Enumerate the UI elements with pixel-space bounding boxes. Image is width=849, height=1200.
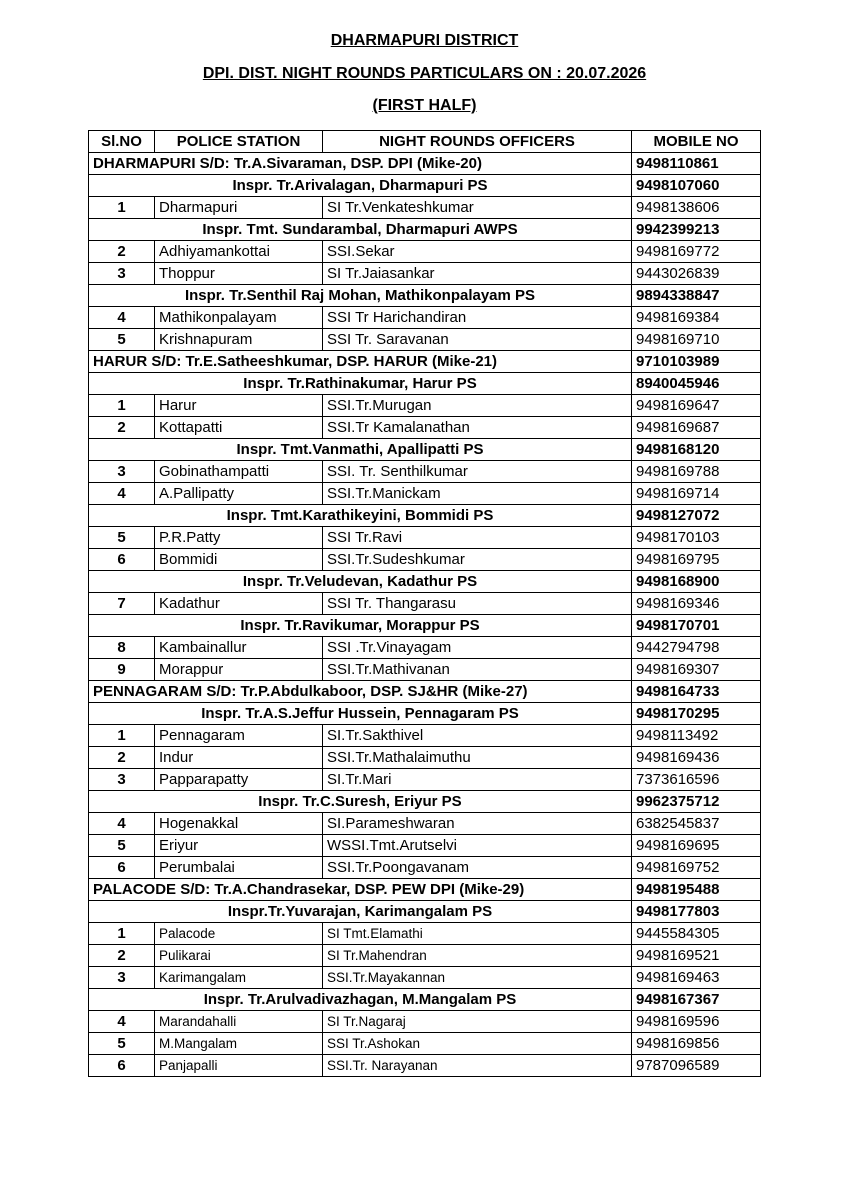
serial-number: 3 — [89, 263, 155, 285]
serial-number: 1 — [89, 197, 155, 219]
serial-number: 4 — [89, 813, 155, 835]
inspector-row — [89, 791, 761, 813]
serial-number: 1 — [89, 725, 155, 747]
inspector-row — [89, 439, 761, 461]
police-station: Krishnapuram — [155, 329, 323, 351]
police-station: M.Mangalam — [155, 1033, 323, 1055]
police-station: Dharmapuri — [155, 197, 323, 219]
mobile-number: 9498169596 — [632, 1011, 761, 1033]
table-row — [89, 923, 761, 945]
police-station: Palacode — [155, 923, 323, 945]
mobile-number: 9498169307 — [632, 659, 761, 681]
inspector-mobile: 9498168900 — [632, 571, 761, 593]
subdivision-label: PALACODE S/D: Tr.A.Chandrasekar, DSP. PEW DPI (Mike-29) — [89, 879, 632, 901]
mobile-number: 9498113492 — [632, 725, 761, 747]
police-station: P.R.Patty — [155, 527, 323, 549]
mobile-number: 9498169752 — [632, 857, 761, 879]
inspector-mobile: 9962375712 — [632, 791, 761, 813]
night-rounds-table — [88, 130, 761, 1077]
serial-number: 2 — [89, 241, 155, 263]
mobile-number: 9498169521 — [632, 945, 761, 967]
inspector-mobile: 9498127072 — [632, 505, 761, 527]
police-station: Marandahalli — [155, 1011, 323, 1033]
inspector-label: Inspr. Tmt. Sundarambal, Dharmapuri AWPS — [89, 219, 632, 241]
police-station: Indur — [155, 747, 323, 769]
inspector-mobile: 9498170701 — [632, 615, 761, 637]
mobile-number: 9443026839 — [632, 263, 761, 285]
subdivision-row — [89, 153, 761, 175]
serial-number: 5 — [89, 1033, 155, 1055]
serial-number: 9 — [89, 659, 155, 681]
table-row — [89, 813, 761, 835]
inspector-mobile: 9498170295 — [632, 703, 761, 725]
district-title: DHARMAPURI DISTRICT — [330, 32, 519, 49]
subdivision-mobile: 9498164733 — [632, 681, 761, 703]
serial-number: 8 — [89, 637, 155, 659]
police-station: Hogenakkal — [155, 813, 323, 835]
table-row — [89, 945, 761, 967]
mobile-number: 9498169463 — [632, 967, 761, 989]
officer-name: SSI.Tr.Mathalaimuthu — [323, 747, 632, 769]
serial-number: 6 — [89, 857, 155, 879]
officer-name: SSI .Tr.Vinayagam — [323, 637, 632, 659]
table-row — [89, 593, 761, 615]
police-station: Kadathur — [155, 593, 323, 615]
mobile-number: 9498138606 — [632, 197, 761, 219]
table-body — [89, 153, 761, 1077]
inspector-row — [89, 175, 761, 197]
inspector-mobile: 9942399213 — [632, 219, 761, 241]
mobile-number: 9498169772 — [632, 241, 761, 263]
police-station: Eriyur — [155, 835, 323, 857]
serial-number: 1 — [89, 395, 155, 417]
police-station: Thoppur — [155, 263, 323, 285]
inspector-label: Inspr. Tmt.Vanmathi, Apallipatti PS — [89, 439, 632, 461]
mobile-number: 6382545837 — [632, 813, 761, 835]
table-row — [89, 549, 761, 571]
mobile-number: 9498169795 — [632, 549, 761, 571]
serial-number: 2 — [89, 945, 155, 967]
table-row — [89, 417, 761, 439]
inspector-mobile: 9498167367 — [632, 989, 761, 1011]
officer-name: SSI.Tr. Narayanan — [323, 1055, 632, 1077]
subdivision-label: HARUR S/D: Tr.E.Satheeshkumar, DSP. HARUR (Mike-21) — [89, 351, 632, 373]
officer-name: SSI Tr.Ravi — [323, 527, 632, 549]
inspector-mobile: 9498177803 — [632, 901, 761, 923]
inspector-label: Inspr. Tr.Arivalagan, Dharmapuri PS — [89, 175, 632, 197]
serial-number: 2 — [89, 417, 155, 439]
mobile-number: 9498169788 — [632, 461, 761, 483]
inspector-row — [89, 219, 761, 241]
inspector-row — [89, 703, 761, 725]
serial-number: 4 — [89, 1011, 155, 1033]
officer-name: SI.Parameshwaran — [323, 813, 632, 835]
officer-name: SSI.Tr.Sudeshkumar — [323, 549, 632, 571]
inspector-label: Inspr.Tr.Yuvarajan, Karimangalam PS — [89, 901, 632, 923]
officer-name: SI Tmt.Elamathi — [323, 923, 632, 945]
officer-name: SI Tr.Mahendran — [323, 945, 632, 967]
officer-name: SSI.Tr.Mathivanan — [323, 659, 632, 681]
serial-number: 5 — [89, 329, 155, 351]
officer-name: SSI.Sekar — [323, 241, 632, 263]
officer-name: SSI.Tr.Poongavanam — [323, 857, 632, 879]
table-row — [89, 1011, 761, 1033]
inspector-mobile: 9498107060 — [632, 175, 761, 197]
mobile-number: 7373616596 — [632, 769, 761, 791]
police-station: Kambainallur — [155, 637, 323, 659]
inspector-label: Inspr. Tr.C.Suresh, Eriyur PS — [89, 791, 632, 813]
report-subtitle: (FIRST HALF) — [372, 97, 477, 114]
table-row — [89, 659, 761, 681]
serial-number: 1 — [89, 923, 155, 945]
table-row — [89, 527, 761, 549]
inspector-row — [89, 571, 761, 593]
subdivision-mobile: 9498195488 — [632, 879, 761, 901]
inspector-row — [89, 989, 761, 1011]
mobile-number: 9498169710 — [632, 329, 761, 351]
serial-number: 6 — [89, 549, 155, 571]
table-row — [89, 1033, 761, 1055]
table-row — [89, 197, 761, 219]
officer-name: SSI.Tr.Murugan — [323, 395, 632, 417]
inspector-label: Inspr. Tmt.Karathikeyini, Bommidi PS — [89, 505, 632, 527]
column-header-police-station: POLICE STATION — [155, 131, 323, 153]
police-station: Mathikonpalayam — [155, 307, 323, 329]
officer-name: SSI.Tr Kamalanathan — [323, 417, 632, 439]
table-row — [89, 263, 761, 285]
inspector-label: Inspr. Tr.Senthil Raj Mohan, Mathikonpalayam PS — [89, 285, 632, 307]
officer-name: SI Tr.Venkateshkumar — [323, 197, 632, 219]
police-station: Morappur — [155, 659, 323, 681]
inspector-mobile: 8940045946 — [632, 373, 761, 395]
officer-name: SSI Tr. Thangarasu — [323, 593, 632, 615]
officer-name: SSI Tr. Saravanan — [323, 329, 632, 351]
table-row — [89, 725, 761, 747]
inspector-row — [89, 615, 761, 637]
mobile-number: 9498169647 — [632, 395, 761, 417]
table-row — [89, 857, 761, 879]
police-station: Panjapalli — [155, 1055, 323, 1077]
table-row — [89, 483, 761, 505]
mobile-number: 9498169436 — [632, 747, 761, 769]
subdivision-label: DHARMAPURI S/D: Tr.A.Sivaraman, DSP. DPI (Mike-20) — [89, 153, 632, 175]
police-station: Pulikarai — [155, 945, 323, 967]
subdivision-mobile: 9710103989 — [632, 351, 761, 373]
subdivision-row — [89, 681, 761, 703]
police-station: Adhiyamankottai — [155, 241, 323, 263]
serial-number: 3 — [89, 967, 155, 989]
serial-number: 5 — [89, 835, 155, 857]
report-title: DPI. DIST. NIGHT ROUNDS PARTICULARS ON : 20.07.2026 — [202, 65, 647, 82]
mobile-number: 9498169687 — [632, 417, 761, 439]
inspector-mobile: 9894338847 — [632, 285, 761, 307]
police-station: Bommidi — [155, 549, 323, 571]
serial-number: 4 — [89, 483, 155, 505]
police-station: Papparapatty — [155, 769, 323, 791]
mobile-number: 9498169714 — [632, 483, 761, 505]
mobile-number: 9498169346 — [632, 593, 761, 615]
subdivision-row — [89, 879, 761, 901]
table-row — [89, 747, 761, 769]
subdivision-row — [89, 351, 761, 373]
table-row — [89, 769, 761, 791]
table-row — [89, 307, 761, 329]
serial-number: 3 — [89, 769, 155, 791]
police-station: Gobinathampatti — [155, 461, 323, 483]
table-row — [89, 637, 761, 659]
police-station: Karimangalam — [155, 967, 323, 989]
table-row — [89, 395, 761, 417]
officer-name: SI.Tr.Sakthivel — [323, 725, 632, 747]
table-row — [89, 241, 761, 263]
serial-number: 5 — [89, 527, 155, 549]
officer-name: SSI.Tr.Mayakannan — [323, 967, 632, 989]
officer-name: SI Tr.Nagaraj — [323, 1011, 632, 1033]
subdivision-mobile: 9498110861 — [632, 153, 761, 175]
inspector-label: Inspr. Tr.A.S.Jeffur Hussein, Pennagaram PS — [89, 703, 632, 725]
police-station: Pennagaram — [155, 725, 323, 747]
mobile-number: 9787096589 — [632, 1055, 761, 1077]
inspector-row — [89, 901, 761, 923]
officer-name: WSSI.Tmt.Arutselvi — [323, 835, 632, 857]
table-header-row — [89, 131, 761, 153]
officer-name: SI Tr.Jaiasankar — [323, 263, 632, 285]
inspector-row — [89, 505, 761, 527]
officer-name: SSI.Tr.Manickam — [323, 483, 632, 505]
mobile-number: 9442794798 — [632, 637, 761, 659]
mobile-number: 9498169856 — [632, 1033, 761, 1055]
inspector-label: Inspr. Tr.Veludevan, Kadathur PS — [89, 571, 632, 593]
serial-number: 3 — [89, 461, 155, 483]
officer-name: SSI Tr.Ashokan — [323, 1033, 632, 1055]
mobile-number: 9498169384 — [632, 307, 761, 329]
inspector-label: Inspr. Tr.Rathinakumar, Harur PS — [89, 373, 632, 395]
mobile-number: 9498170103 — [632, 527, 761, 549]
inspector-mobile: 9498168120 — [632, 439, 761, 461]
inspector-label: Inspr. Tr.Arulvadivazhagan, M.Mangalam PS — [89, 989, 632, 1011]
inspector-row — [89, 285, 761, 307]
column-header-mobile: MOBILE NO — [632, 131, 761, 153]
officer-name: SSI Tr Harichandiran — [323, 307, 632, 329]
column-header-slno: Sl.NO — [89, 131, 155, 153]
mobile-number: 9445584305 — [632, 923, 761, 945]
serial-number: 4 — [89, 307, 155, 329]
officer-name: SI.Tr.Mari — [323, 769, 632, 791]
serial-number: 6 — [89, 1055, 155, 1077]
inspector-row — [89, 373, 761, 395]
mobile-number: 9498169695 — [632, 835, 761, 857]
serial-number: 7 — [89, 593, 155, 615]
table-row — [89, 461, 761, 483]
subdivision-label: PENNAGARAM S/D: Tr.P.Abdulkaboor, DSP. SJ&HR (Mike-27) — [89, 681, 632, 703]
inspector-label: Inspr. Tr.Ravikumar, Morappur PS — [89, 615, 632, 637]
table-row — [89, 835, 761, 857]
table-row — [89, 1055, 761, 1077]
police-station: A.Pallipatty — [155, 483, 323, 505]
police-station: Perumbalai — [155, 857, 323, 879]
police-station: Harur — [155, 395, 323, 417]
column-header-officers: NIGHT ROUNDS OFFICERS — [323, 131, 632, 153]
table-row — [89, 967, 761, 989]
table-row — [89, 329, 761, 351]
serial-number: 2 — [89, 747, 155, 769]
officer-name: SSI. Tr. Senthilkumar — [323, 461, 632, 483]
police-station: Kottapatti — [155, 417, 323, 439]
